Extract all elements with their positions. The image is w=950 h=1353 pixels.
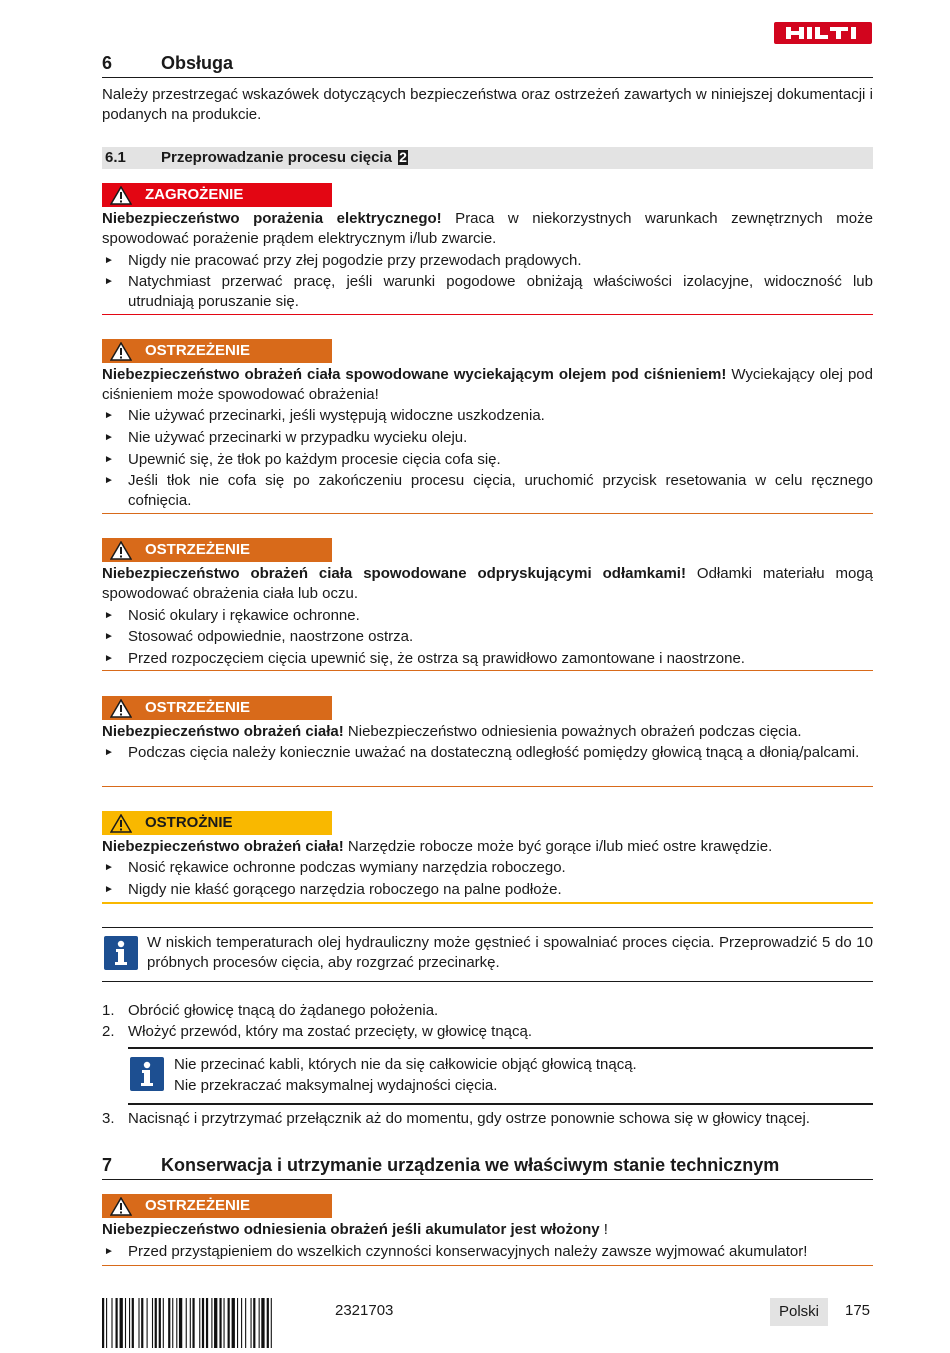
subsection-number: 6.1 <box>105 149 126 166</box>
warning-banner <box>102 339 332 363</box>
divider <box>102 513 873 514</box>
info-icon <box>104 936 138 970</box>
warning-triangle-icon <box>110 1197 132 1216</box>
list-item: ► Upewnić się, że tłok po każdym procesie cięcia cofa się. <box>104 451 501 468</box>
list-item: ► Nosić okulary i rękawice ochronne. <box>104 607 360 624</box>
danger-lead: Niebezpieczeństwo porażenia elektrycznego! Praca w niekorzystnych warunkach zewnętrznych może spowodować porażenie prądem elektrycznym i/lub zwarcie. <box>102 210 873 247</box>
section-heading <box>102 53 873 78</box>
list-item: ► Stosować odpowiednie, naostrzone ostrza. <box>104 628 414 645</box>
warning-triangle-icon <box>110 541 132 560</box>
warning-lead: Niebezpieczeństwo obrażeń ciała spowodowane wyciekającym olejem pod ciśnieniem! Wyciekający olej pod ciśnieniem może spowodować obrażenia! <box>102 366 873 403</box>
warning-label: OSTRZEŻENIE <box>145 699 251 716</box>
section-title: Obsługa <box>161 53 234 73</box>
list-item: ► Podczas cięcia należy koniecznie uważać na dostateczną odległość pomiędzy głowicą tnącą a dłonią/palcami. <box>104 744 860 761</box>
page-number: 175 <box>845 1302 871 1319</box>
hilti-logo <box>774 22 872 44</box>
list-item: ► Przed przystąpieniem do wszelkich czynności konserwacyjnych należy zawsze wyjmować akumulator! <box>104 1243 808 1260</box>
list-item: ► Jeśli tłok nie cofa się po zakończeniu procesu cięcia, uruchomić przycisk resetowania w celu ręcznego cofnięcia. <box>104 472 873 509</box>
language-label: Polski <box>770 1298 828 1326</box>
divider <box>128 1103 873 1105</box>
subsection-title: Przeprowadzanie procesu cięcia 2 <box>161 149 407 166</box>
warning-triangle-icon <box>110 814 132 833</box>
section-number: 6 <box>102 53 113 73</box>
warning-label: OSTRZEŻENIE <box>145 342 251 359</box>
list-item: ► Natychmiast przerwać pracę, jeśli warunki pogodowe obniżają właściwości izolacyjne, widoczność lub utrudniają poruszanie się. <box>104 273 873 310</box>
list-item: ► Nigdy nie pracować przy złej pogodzie przy przewodach prądowych. <box>104 252 582 269</box>
barcode <box>102 1298 317 1353</box>
list-item: 3. Nacisnąć i przytrzymać przełącznik aż do momentu, gdy ostrze ponownie schowa się w głowicy tnącej. <box>102 1110 810 1127</box>
divider <box>128 1047 873 1049</box>
divider <box>102 902 873 904</box>
subsection-heading <box>102 147 873 169</box>
document-number: 2321703 <box>335 1302 394 1319</box>
caution-label: OSTROŻNIE <box>145 814 233 831</box>
info-icon <box>130 1057 164 1091</box>
list-item: ► Nigdy nie kłaść gorącego narzędzia roboczego na palne podłoże. <box>104 881 562 898</box>
section-number: 7 <box>102 1155 113 1175</box>
warning-label: OSTRZEŻENIE <box>145 541 251 558</box>
section-title: Konserwacja i utrzymanie urządzenia we właściwym stanie technicznym <box>161 1155 780 1175</box>
list-item: 2. Włożyć przewód, który ma zostać przecięty, w głowicę tnącą. <box>102 1023 533 1040</box>
caution-banner <box>102 811 332 835</box>
warning-lead: Niebezpieczeństwo obrażeń ciała spowodowane odpryskującymi odłamkami! Odłamki materiału mogą spowodować obrażenia ciała lub oczu. <box>102 565 874 602</box>
danger-label: ZAGROŻENIE <box>145 186 244 203</box>
divider <box>102 670 873 671</box>
list-item: 1. Obrócić głowicę tnącą do żądanego położenia. <box>102 1002 439 1019</box>
list-item: ► Nosić rękawice ochronne podczas wymiany narzędzia roboczego. <box>104 859 566 876</box>
warning-triangle-icon <box>110 342 132 361</box>
info-text: W niskich temperaturach olej hydrauliczny może gęstnieć i spowalniać proces cięcia. Przeprowadzić 5 do 10 próbnych procesów cięcia, aby rozgrzać przecinarkę. <box>147 934 873 971</box>
section-heading <box>102 1155 873 1180</box>
danger-banner <box>102 183 332 207</box>
divider <box>102 927 873 928</box>
warning-triangle-icon <box>110 186 132 205</box>
warning-lead: Niebezpieczeństwo obrażeń ciała! Niebezpieczeństwo odniesienia poważnych obrażeń podczas cięcia. <box>102 723 802 740</box>
list-item: ► Nie używać przecinarki, jeśli występują widoczne uszkodzenia. <box>104 407 545 424</box>
warning-banner <box>102 538 332 562</box>
warning-banner <box>102 696 332 720</box>
divider <box>102 981 873 982</box>
warning-banner <box>102 1194 332 1218</box>
warning-label: OSTRZEŻENIE <box>145 1197 251 1214</box>
warning-lead: Niebezpieczeństwo odniesienia obrażeń jeśli akumulator jest włożony ! <box>102 1221 608 1238</box>
divider <box>102 1265 873 1266</box>
info-text-line: Nie przekraczać maksymalnej wydajności cięcia. <box>174 1077 498 1094</box>
divider <box>102 786 873 787</box>
intro-paragraph: Należy przestrzegać wskazówek dotyczących bezpieczeństwa oraz ostrzeżeń zawartych w niniejszej dokumentacji i podanych na produkcie. <box>102 86 873 123</box>
warning-triangle-icon <box>110 699 132 718</box>
info-text-line: Nie przecinać kabli, których nie da się całkowicie objąć głowicą tnącą. <box>174 1056 637 1073</box>
divider <box>102 314 873 315</box>
list-item: ► Przed rozpoczęciem cięcia upewnić się, że ostrza są prawidłowo zamontowane i naostrzone. <box>104 650 745 667</box>
caution-lead: Niebezpieczeństwo obrażeń ciała! Narzędzie robocze może być gorące i/lub mieć ostre krawędzie. <box>102 838 773 855</box>
figure-reference: 2 <box>399 149 407 165</box>
list-item: ► Nie używać przecinarki w przypadku wycieku oleju. <box>104 429 468 446</box>
